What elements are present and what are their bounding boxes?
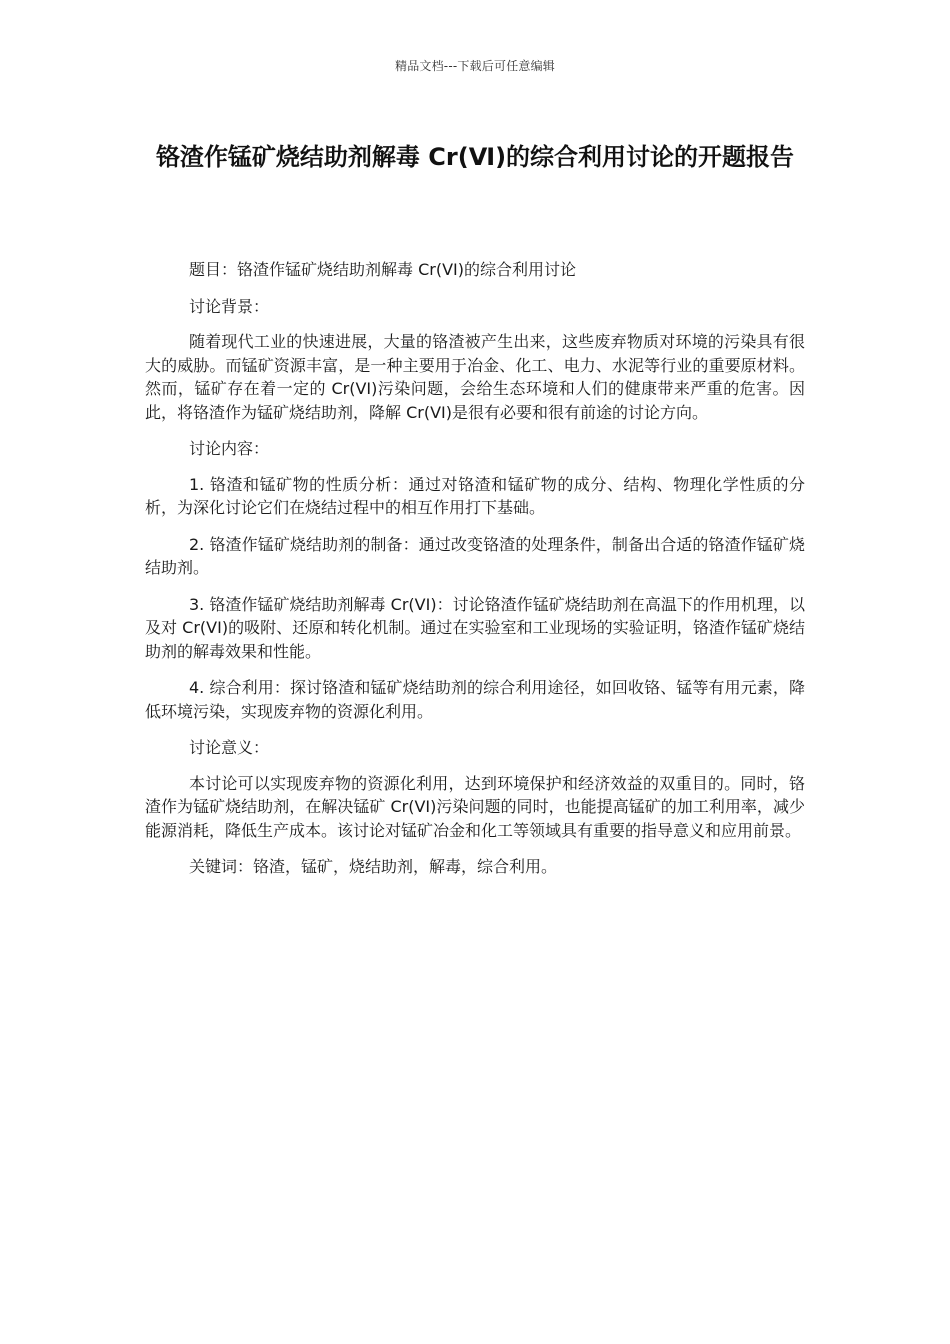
content-item-3: 3. 铬渣作锰矿烧结助剂解毒 Cr(VI)：讨论铬渣作锰矿烧结助剂在高温下的作用机理，以及对 Cr(VI)的吸附、还原和转化机制。通过在实验室和工业现场的实验证明，铬渣作锰矿烧结助剂的解毒效果和性能。 <box>145 594 805 661</box>
topic-paragraph: 题目：铬渣作锰矿烧结助剂解毒 Cr(VI)的综合利用讨论 <box>189 260 576 279</box>
significance-paragraph: 本讨论可以实现废弃物的资源化利用，达到环境保护和经济效益的双重目的。同时，铬渣作为锰矿烧结助剂，在解决锰矿 Cr(VI)污染问题的同时，也能提高锰矿的加工利用率，减少能源消耗，降低生产成本。该讨论对锰矿冶金和化工等领域具有重要的指导意义和应用前景。 <box>145 773 805 840</box>
document-title: 铬渣作锰矿烧结助剂解毒 Cr(Ⅵ)的综合利用讨论的开题报告 <box>155 143 795 171</box>
document-body <box>145 258 805 892</box>
content-item-4: 4. 综合利用：探讨铬渣和锰矿烧结助剂的综合利用途径，如回收铬、锰等有用元素，降低环境污染，实现废弃物的资源化利用。 <box>145 678 805 721</box>
content-item-1: 1. 铬渣和锰矿物的性质分析：通过对铬渣和锰矿物的成分、结构、物理化学性质的分析，为深化讨论它们在烧结过程中的相互作用打下基础。 <box>145 474 805 517</box>
content-item-2: 2. 铬渣作锰矿烧结助剂的制备：通过改变铬渣的处理条件，制备出合适的铬渣作锰矿烧结助剂。 <box>145 534 805 577</box>
section-heading-significance: 讨论意义： <box>189 738 270 757</box>
header-note: 精品文档---下载后可任意编辑 <box>395 59 555 73</box>
background-paragraph: 随着现代工业的快速进展，大量的铬渣被产生出来，这些废弃物质对环境的污染具有很大的威胁。而锰矿资源丰富，是一种主要用于冶金、化工、电力、水泥等行业的重要原材料。然而，锰矿存在着一定的 Cr(VI)污染问题，会给生态环境和人们的健康带来严重的危害。因此，将铬渣作为锰矿烧结助剂，降解 Cr(VI)是很有必要和很有前途的讨论方向。 <box>145 332 805 422</box>
keywords-paragraph: 关键词：铬渣，锰矿，烧结助剂，解毒，综合利用。 <box>189 857 558 876</box>
section-heading-content: 讨论内容： <box>189 439 270 458</box>
section-heading-background: 讨论背景： <box>189 296 270 316</box>
